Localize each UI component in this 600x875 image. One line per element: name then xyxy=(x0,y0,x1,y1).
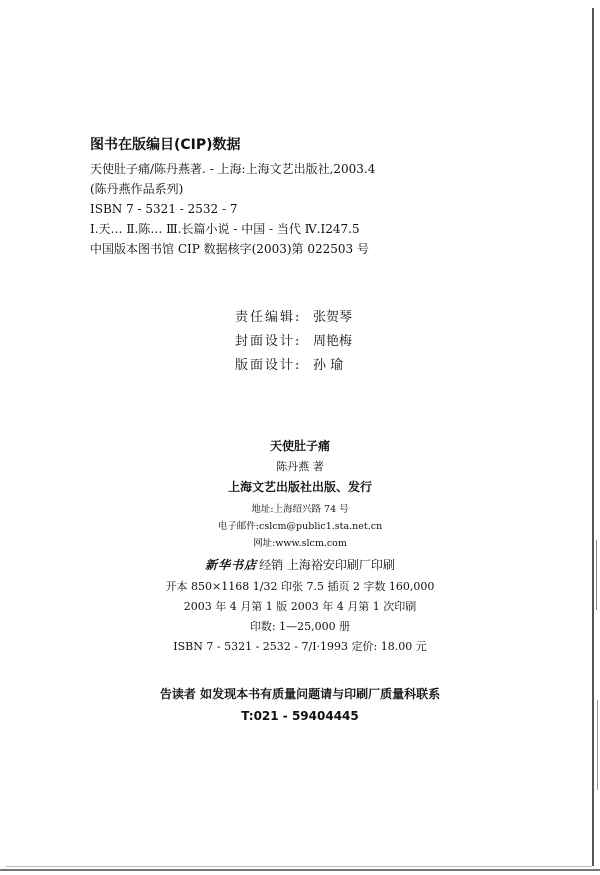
publisher-email: 电子邮件:cslcm@public1.sta.net.cn xyxy=(217,521,383,532)
cip-line-record-number: 中国版本图书馆 CIP 数据核字(2003)第 022503 号 xyxy=(90,242,369,256)
book-author: 陈丹燕 著 xyxy=(276,460,324,473)
credit-name: 张贺琴 xyxy=(313,310,353,325)
format-spec: 开本 850×1168 1/32 印张 7.5 插页 2 字数 160,000 xyxy=(165,580,435,593)
isbn-price: ISBN 7 - 5321 - 2532 - 7/I·1993 定价: 18.00 元 xyxy=(173,640,427,653)
credit-name: 孙 瑜 xyxy=(313,358,344,373)
cip-block xyxy=(90,135,375,259)
book-title: 天使肚子痛 xyxy=(269,439,330,453)
notice-text: 告读者 如发现本书有质量问题请与印刷厂质量科联系 xyxy=(159,687,441,701)
print-run: 印数: 1—25,000 册 xyxy=(249,620,351,633)
cip-line-series: (陈丹燕作品系列) xyxy=(90,182,184,196)
credit-row-layout-design xyxy=(235,354,352,378)
edition-info: 2003 年 4 月第 1 版 2003 年 4 月第 1 次印刷 xyxy=(183,600,417,613)
notice-phone: T:021 - 59404445 xyxy=(241,709,359,723)
credit-label: 责任编辑: xyxy=(235,310,302,325)
credit-row-cover-design xyxy=(235,330,352,354)
scan-edge-bottom xyxy=(0,869,600,871)
cip-heading: 图书在版编目(CIP)数据 xyxy=(90,137,241,153)
publisher: 上海文艺出版社出版、发行 xyxy=(227,480,372,494)
reader-notice xyxy=(0,683,600,727)
publisher-address: 地址:上海绍兴路 74 号 xyxy=(251,504,349,515)
xinhua-bookstore-logo: 新华书店 xyxy=(205,558,258,572)
publisher-website: 网址:www.slcm.com xyxy=(253,538,347,549)
credit-label: 版面设计: xyxy=(235,358,302,373)
cip-line-classification: Ⅰ.天… Ⅱ.陈… Ⅲ.长篇小说 - 中国 - 当代 Ⅳ.I247.5 xyxy=(90,222,360,236)
editor-credits xyxy=(235,306,352,378)
cip-line-title: 天使肚子痛/陈丹燕著. - 上海:上海文艺出版社,2003.4 xyxy=(90,162,376,176)
scan-edge-mark xyxy=(6,866,592,867)
credit-row-editor xyxy=(235,306,352,330)
distribution-text: 经销 上海裕安印刷厂印刷 xyxy=(259,558,395,572)
credit-name: 周艳梅 xyxy=(313,334,353,349)
credit-label: 封面设计: xyxy=(235,334,302,349)
cip-line-isbn: ISBN 7 - 5321 - 2532 - 7 xyxy=(90,202,238,216)
distribution-printing xyxy=(0,556,600,573)
colophon-block xyxy=(0,437,600,657)
